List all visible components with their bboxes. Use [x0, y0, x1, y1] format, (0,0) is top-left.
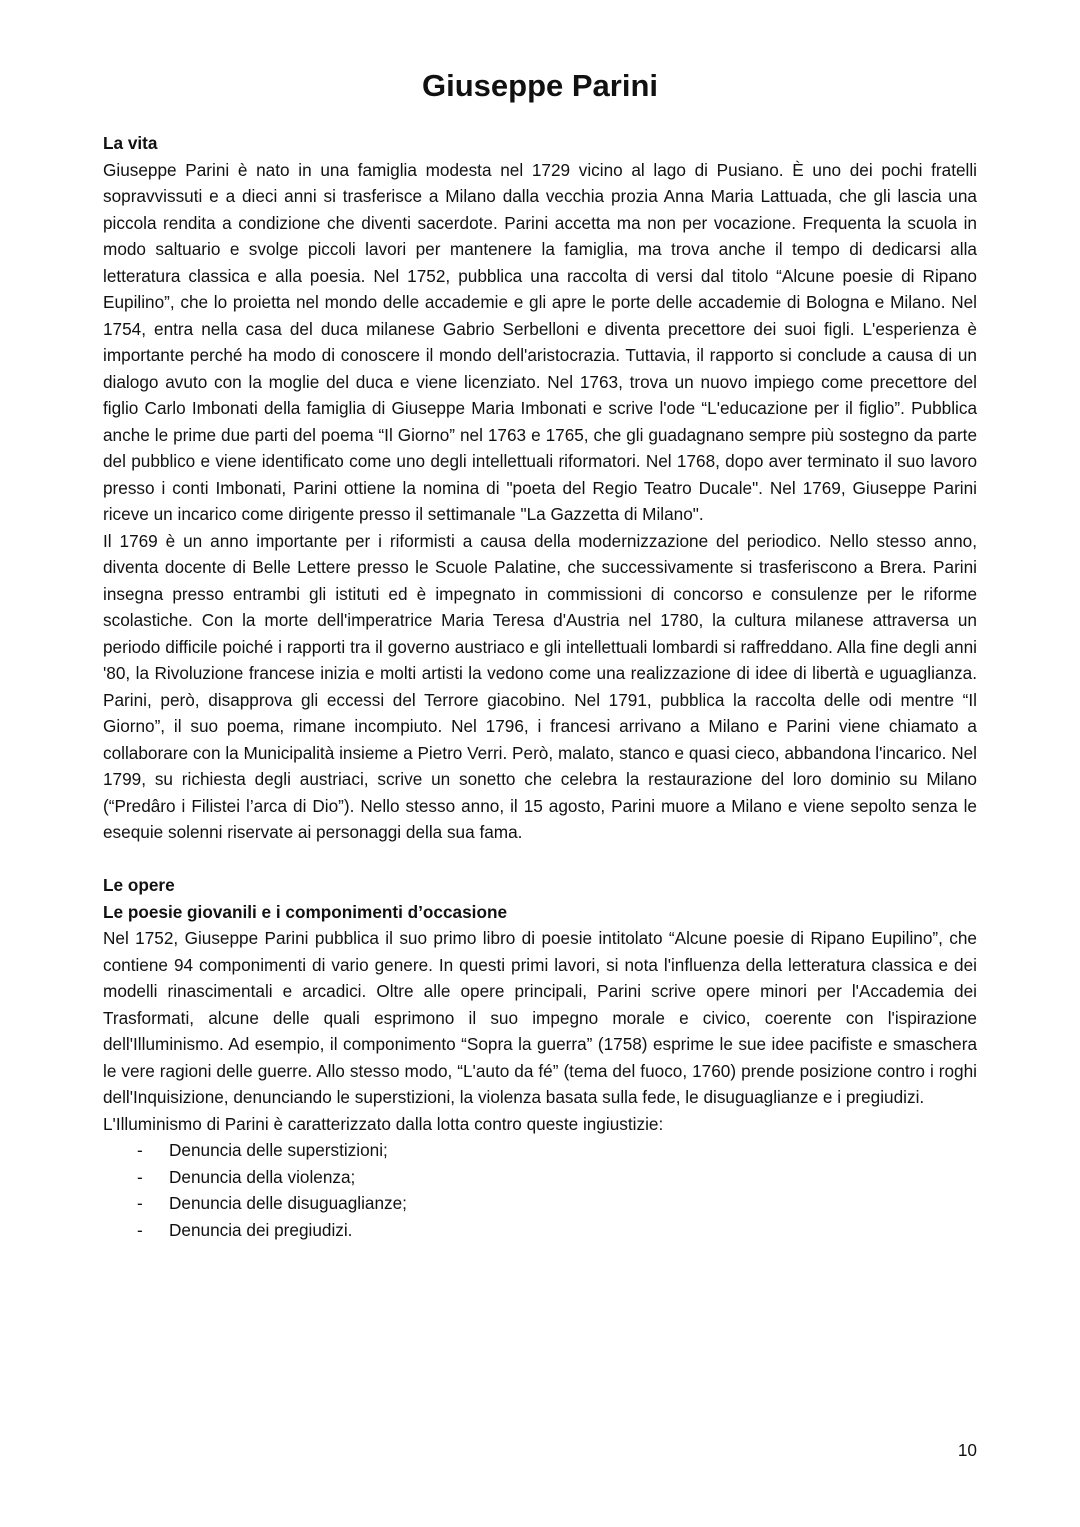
list-item-text: Denuncia delle disuguaglianze; [169, 1193, 407, 1213]
list-item [103, 1190, 977, 1217]
list-item-text: Denuncia delle superstizioni; [169, 1140, 388, 1160]
bullet-dash: - [137, 1219, 143, 1240]
section-heading-le-opere: Le opere [103, 875, 175, 895]
paragraph: Giuseppe Parini è nato in una famiglia modesta nel 1729 vicino al lago di Pusiano. È uno dei pochi fratelli sopravvissuti e a dieci anni si trasferisce a Milano dalla vecchia prozia Anna Maria Lattuada, che gli lascia una piccola rendita a condizione che diventi sacerdote. Parini accetta ma non per vocazione. Frequenta la scuola in modo saltuario e svolge piccoli lavori per mantenere la famiglia, ma trova anche il tempo di dedicarsi alla letteratura classica e alla poesia. Nel 1752, pubblica una raccolta di versi dal titolo “Alcune poesie di Ripano Eupilino”, che lo proietta nel mondo delle accademie e gli apre le porte delle accademie di Bologna e Milano. Nel 1754, entra nella casa del duca milanese Gabrio Serbelloni e diventa precettore dei suoi figli. L'esperienza è importante perché ha modo di conoscere il mondo dell'aristocrazia. Tuttavia, il rapporto si conclude a causa di un dialogo avuto con la moglie del duca e viene licenziato. Nel 1763, trova un nuovo impiego come precettore del figlio Carlo Imbonati della famiglia di Giuseppe Maria Imbonati e scrive l'ode “L'educazione per il figlio”. Pubblica anche le prime due parti del poema “Il Giorno” nel 1763 e 1765, che gli guadagnano sempre più sostegno da parte del pubblico e viene identificato come uno degli intellettuali riformatori. Nel 1768, dopo aver terminato il suo lavoro presso i conti Imbonati, Parini ottiene la nomina di "poeta del Regio Teatro Ducale". Nel 1769, Giuseppe Parini riceve un incarico come dirigente presso il settimanale "La Gazzetta di Milano". [103, 159, 977, 524]
paragraph: L'Illuminismo di Parini è caratterizzato dalla lotta contro queste ingiustizie: [103, 1113, 664, 1134]
page-title: Giuseppe Parini [421, 68, 658, 103]
page-number: 10 [957, 1440, 977, 1460]
list-item-text: Denuncia della violenza; [169, 1166, 356, 1187]
list-item [103, 1217, 977, 1244]
list-item-text: Denuncia dei pregiudizi. [169, 1219, 353, 1240]
subsection-heading: Le poesie giovanili e i componimenti d’occasione [103, 901, 507, 922]
list-item [103, 1164, 977, 1191]
spacer [103, 846, 977, 873]
bullet-dash: - [137, 1193, 143, 1213]
bullet-dash: - [137, 1140, 143, 1160]
section-heading-la-vita: La vita [103, 133, 158, 153]
bullet-dash: - [137, 1166, 143, 1187]
paragraph: Nel 1752, Giuseppe Parini pubblica il suo primo libro di poesie intitolato “Alcune poesie di Ripano Eupilino”, che contiene 94 componimenti di vario genere. In questi primi lavori, si nota l'influenza della letteratura classica e dei modelli rinascimentali e arcadici. Oltre alle opere principali, Parini scrive opere minori per l'Accademia dei Trasformati, alcune delle quali esprimono il suo impegno morale e civico, coerente con l'ispirazione dell'Illuminismo. Ad esempio, il componimento “Sopra la guerra” (1758) esprime le sue idee pacifiste e smaschera le vere ragioni delle guerre. Allo stesso modo, “L'auto da fé” (tema del fuoco, 1760) prende posizione contro i roghi dell'Inquisizione, denunciando le superstizioni, la violenza basata sulla fede, le disuguaglianze e i pregiudizi. [103, 928, 977, 1107]
document-body [103, 130, 977, 1243]
list-item [103, 1137, 977, 1164]
bullet-list [103, 1137, 977, 1243]
paragraph: Il 1769 è un anno importante per i riformisti a causa della modernizzazione del periodico. Nello stesso anno, diventa docente di Belle Lettere presso le Scuole Palatine, che successivamente si trasferiscono a Brera. Parini insegna presso entrambi gli istituti ed è impegnato in commissioni di concorso e consulenze per le riforme scolastiche. Con la morte dell'imperatrice Maria Teresa d'Austria nel 1780, la cultura milanese attraversa un periodo difficile poiché i rapporti tra il governo austriaco e gli intellettuali lombardi si raffreddano. Alla fine degli anni '80, la Rivoluzione francese inizia e molti artisti la vedono come una realizzazione di idee di libertà e uguaglianza. Parini, però, disapprova gli eccessi del Terrore giacobino. Nel 1791, pubblica la raccolta delle odi mentre “Il Giorno”, il suo poema, rimane incompiuto. Nel 1796, i francesi arrivano a Milano e Parini viene chiamato a collaborare con la Municipalità insieme a Pietro Verri. Però, malato, stanco e quasi cieco, abbandona l'incarico. Nel 1799, su richiesta degli austriaci, scrive un sonetto che celebra la restaurazione del loro dominio su Milano (“Predâro i Filistei l’arca di Dio”). Nello stesso anno, il 15 agosto, Parini muore a Milano e viene sepolto senza le esequie solenni riservate ai personaggi della sua fama. [103, 530, 977, 842]
